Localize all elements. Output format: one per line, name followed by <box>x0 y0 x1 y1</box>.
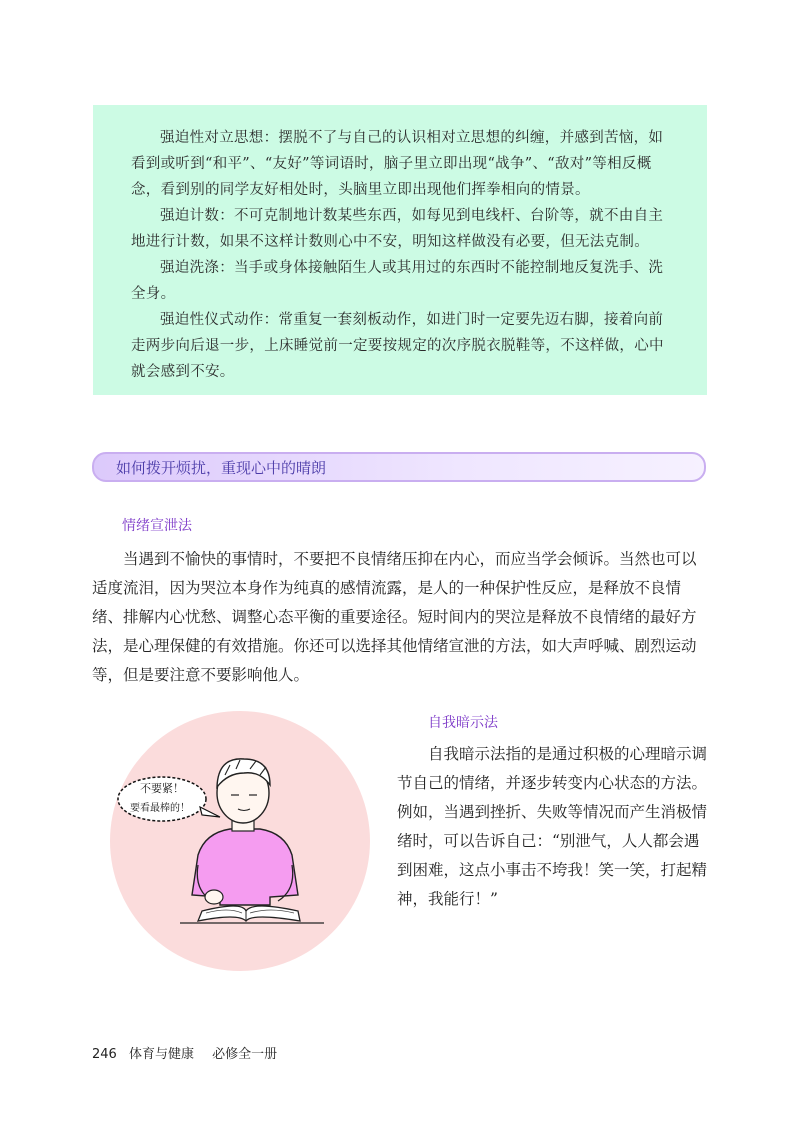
section-title-bar <box>92 452 706 482</box>
section-title: 如何拨开烦扰，重现心中的晴朗 <box>116 458 327 477</box>
box-paragraph: 强迫性仪式动作：常重复一套刻板动作，如进门时一定要先迈右脚，接着向前走两步向后退一步，上床睡觉前一定要按规定的次序脱衣脱鞋等，不这样做，心中就会感到不安。 <box>131 312 664 380</box>
page-number: 246 <box>92 1047 117 1062</box>
method-heading-venting: 情绪宣泄法 <box>122 518 192 534</box>
book-title: 体育与健康 <box>128 1047 194 1062</box>
bubble-text-line2: 要看最棒的！ <box>130 803 190 814</box>
method-text-venting: 当遇到不愉快的事情时，不要把不良情绪压抑在内心，而应当学会倾诉。当然也可以适度流泪，因为哭泣本身作为纯真的感情流露，是人的一种保护性反应，是释放不良情绪、排解内心忧愁、调整心态平衡的重要途径。短时间内的哭泣是释放不良情绪的最好方法，是心理保健的有效措施。你还可以选择其他情绪宣泄的方法，如大声呼喊、剧烈运动等，但是要注意不要影响他人。 <box>92 550 697 684</box>
page-footer <box>92 1043 277 1062</box>
box-paragraph: 强迫计数：不可克制地计数某些东西，如每见到电线杆、台阶等，就不由自主地进行计数，如果不这样计数则心中不安，明知这样做没有必要，但无法克制。 <box>131 208 664 250</box>
method-heading-self-suggestion: 自我暗示法 <box>428 715 498 731</box>
book-volume: 必修全一册 <box>212 1047 278 1062</box>
info-box <box>93 105 707 395</box>
box-paragraph: 强迫洗涤：当手或身体接触陌生人或其用过的东西时不能控制地反复洗手、洗全身。 <box>131 260 664 302</box>
illustration <box>110 705 370 977</box>
bubble-text-line1: 不要紧！ <box>140 782 184 795</box>
open-book <box>198 906 300 921</box>
method-text-self-suggestion: 自我暗示法指的是通过积极的心理暗示调节自己的情绪，并逐步转变内心状态的方法。例如，当遇到挫折、失败等情况而产生消极情绪时，可以告诉自己：“别泄气，人人都会遇到困难，这点小事击不垮我！笑一笑，打起精神，我能行！” <box>397 745 708 908</box>
box-paragraph: 强迫性对立思想：摆脱不了与自己的认识相对立思想的纠缠，并感到苦恼，如看到或听到“和平”、“友好”等词语时，脑子里立即出现“战争”、“敌对”等相反概念，看到别的同学友好相处时，头脑里立即出现他们挥拳相向的情景。 <box>131 130 664 198</box>
